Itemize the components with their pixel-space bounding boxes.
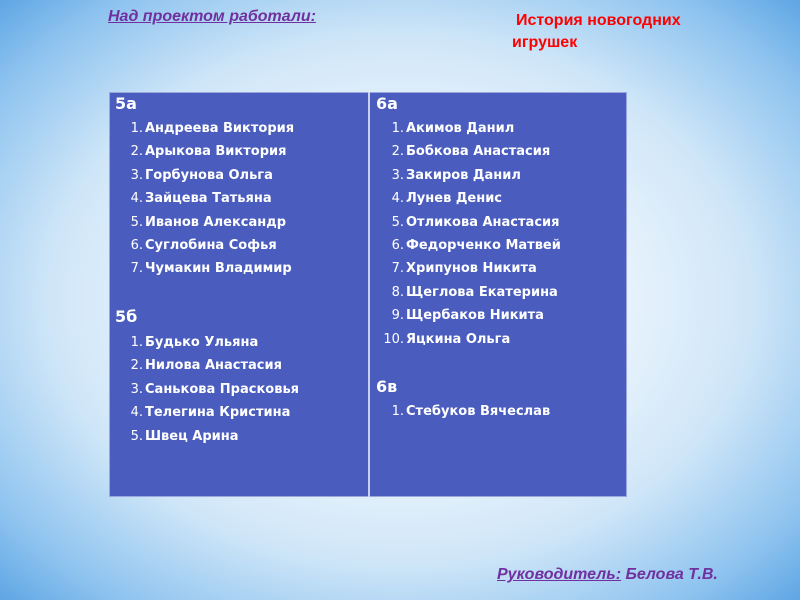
student-number: 1. [391, 404, 404, 419]
student-name: Бобкова Анастасия [406, 144, 551, 160]
project-title [512, 10, 762, 54]
student-name: Арыкова Виктория [145, 144, 287, 160]
leader-line [497, 566, 718, 584]
student-row [109, 429, 368, 452]
worked-on-label: Над проектом работали: [108, 8, 316, 25]
student-row [370, 404, 627, 427]
student-number: 4. [391, 191, 404, 207]
student-name: Швец Арина [145, 428, 239, 444]
student-row [109, 144, 368, 167]
student-row [109, 335, 368, 358]
student-row [109, 405, 368, 428]
student-number: 7. [391, 261, 404, 277]
student-name: Зайцева Татьяна [145, 191, 272, 207]
student-name: Горбунова Ольга [145, 167, 273, 183]
student-number: 6. [391, 238, 404, 253]
student-row [370, 308, 627, 331]
student-name: Федорченко Матвей [406, 238, 561, 253]
student-row [370, 121, 627, 144]
student-number: 1. [391, 121, 404, 136]
student-row [109, 238, 368, 261]
student-row [370, 238, 627, 261]
group-title-6a: 6а [376, 94, 398, 113]
student-number: 5. [130, 214, 143, 230]
student-number: 2. [130, 144, 143, 160]
student-name: Яцкина Ольга [406, 331, 511, 347]
student-name: Иванов Александр [145, 214, 287, 230]
leader-label: Руководитель: [497, 566, 622, 583]
student-number: 3. [130, 167, 143, 183]
student-name: Чумакин Владимир [145, 261, 292, 277]
student-number: 3. [130, 381, 143, 397]
group-title-5b: 5б [115, 307, 138, 326]
student-name: Будько Ульяна [145, 335, 259, 350]
leader-name: Белова Т.В. [625, 566, 718, 583]
student-row [109, 191, 368, 214]
student-name: Стебуков Вячеслав [406, 404, 551, 419]
student-row [370, 168, 627, 191]
student-name: Закиров Данил [406, 167, 521, 183]
student-row [370, 285, 627, 308]
student-row [109, 121, 368, 144]
student-number: 2. [130, 358, 143, 374]
student-row [109, 215, 368, 238]
project-title-line1: История новогодних [516, 12, 681, 29]
student-number: 1. [130, 335, 143, 350]
student-number: 6. [130, 238, 143, 253]
student-number: 7. [130, 261, 143, 277]
student-name: Лунев Денис [406, 191, 503, 207]
student-number: 5. [391, 214, 404, 230]
student-row [370, 191, 627, 214]
student-row [370, 144, 627, 167]
student-name: Санькова Прасковья [145, 381, 300, 397]
student-number: 5. [130, 428, 143, 444]
group-title-6v: 6в [376, 377, 398, 396]
student-name: Андреева Виктория [145, 121, 295, 136]
student-name: Нилова Анастасия [145, 358, 282, 374]
student-number: 8. [391, 284, 404, 300]
student-name: Суглобина Софья [145, 238, 277, 253]
student-number: 4. [130, 191, 143, 207]
student-name: Акимов Данил [406, 121, 515, 136]
student-number: 9. [391, 308, 404, 324]
student-number: 4. [130, 405, 143, 421]
student-name: Щербаков Никита [406, 308, 544, 324]
student-number: 3. [391, 167, 404, 183]
student-number: 2. [391, 144, 404, 160]
student-name: Отликова Анастасия [406, 214, 560, 230]
student-row [370, 261, 627, 284]
student-name: Телегина Кристина [145, 405, 291, 421]
student-name: Хрипунов Никита [406, 261, 537, 277]
student-row [109, 168, 368, 191]
student-row [109, 261, 368, 284]
student-number: 1. [130, 121, 143, 136]
student-row [109, 358, 368, 381]
student-row [370, 215, 627, 238]
group-title-5a: 5а [115, 94, 137, 113]
project-title-line2: игрушек [512, 34, 578, 51]
student-name: Щеглова Екатерина [406, 284, 558, 300]
student-row [370, 332, 627, 355]
student-number: 10. [383, 331, 404, 347]
student-row [109, 382, 368, 405]
